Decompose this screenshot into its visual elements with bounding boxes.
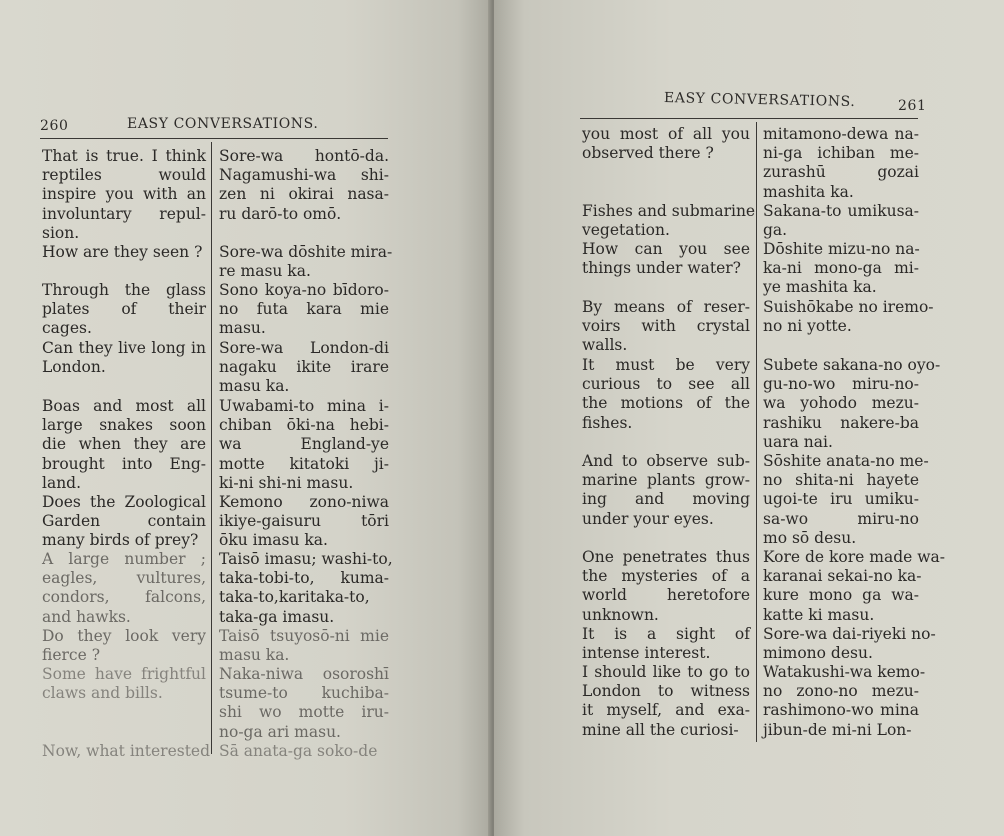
text-line: intense interest.: [582, 644, 711, 663]
text-line: rashiku nakere-ba: [763, 413, 919, 432]
text-line: die when they are: [42, 435, 206, 454]
text-line: vegetation.: [582, 221, 670, 240]
text-line: ka-ni mono-ga mi-: [763, 259, 919, 278]
text-entry: [582, 298, 750, 356]
text-line: condors, falcons,: [42, 588, 206, 607]
text-entry: [42, 281, 206, 339]
text-line: Kemono zono-niwa: [219, 493, 389, 511]
text-line: inspire you with an: [42, 185, 206, 204]
text-line: fierce ?: [42, 646, 101, 665]
text-line: Dōshite mizu-no na-: [763, 240, 920, 258]
text-entry: [763, 663, 926, 740]
text-entry: [763, 452, 929, 548]
text-line: London to witness: [582, 682, 750, 701]
text-line: mo sō desu.: [763, 528, 857, 547]
text-line: re masu ka.: [219, 262, 311, 281]
text-entry: [219, 147, 389, 224]
text-line: unknown.: [582, 605, 659, 624]
running-head-left: EASY CONVERSATIONS.: [127, 116, 319, 132]
text-entry: [42, 339, 206, 377]
text-entry: [219, 281, 389, 339]
text-line: many birds of prey?: [42, 531, 199, 550]
text-line: things under water?: [582, 259, 741, 278]
column-divider-right: [756, 122, 757, 742]
text-entry: [42, 627, 206, 665]
text-line: ru darō-to omō.: [219, 204, 342, 223]
text-entry: [582, 240, 750, 278]
text-entry: [219, 397, 389, 493]
text-line: Uwabami-to mina i-: [219, 397, 389, 415]
text-line: Sakana-to umikusa-: [763, 202, 919, 220]
text-line: under your eyes.: [582, 509, 714, 528]
text-entry: [42, 493, 206, 551]
text-line: mitamono-dewa na-: [763, 125, 919, 143]
text-line: Naka-niwa osoroshī: [219, 665, 389, 683]
text-entry: [763, 548, 945, 625]
text-entry: [582, 125, 750, 163]
text-entry: [763, 202, 919, 240]
text-line: no-ga ari masu.: [219, 722, 341, 741]
text-line: masu ka.: [219, 377, 290, 396]
text-line: no shita-ni hayete: [763, 471, 919, 490]
text-entry: [219, 627, 389, 665]
text-entry: [42, 147, 206, 243]
right-page: [494, 0, 1004, 836]
text-entry: [219, 742, 389, 761]
text-entry: [582, 452, 750, 529]
text-line: cages.: [42, 319, 92, 338]
text-entry: [219, 493, 389, 551]
text-line: And to observe sub-: [582, 452, 750, 470]
header-rule-left: [40, 138, 388, 139]
text-line: Sā anata-ga soko-de: [219, 742, 378, 760]
text-line: taka-to,karitaka-to,: [219, 588, 370, 607]
text-line: Sore-wa dōshite mira-: [219, 243, 393, 261]
text-entry: [582, 663, 750, 740]
text-line: ugoi-te iru umiku-: [763, 490, 919, 509]
text-line: involuntary repul-: [42, 204, 206, 223]
text-entry: [42, 397, 206, 493]
text-line: walls.: [582, 336, 628, 355]
text-line: eagles, vultures,: [42, 569, 206, 588]
text-line: By means of reser-: [582, 298, 750, 316]
text-line: claws and bills.: [42, 684, 163, 703]
text-line: Sōshite anata-no me-: [763, 452, 929, 470]
text-line: no futa kara mie: [219, 300, 389, 319]
text-line: taka-tobi-to, kuma-: [219, 569, 389, 588]
text-line: masu.: [219, 319, 266, 338]
text-line: taka-ga imasu.: [219, 607, 335, 626]
text-line: Sore-wa dai-riyeki no-: [763, 625, 936, 643]
text-line: ing and moving: [582, 490, 750, 509]
text-entry: [42, 550, 206, 627]
text-line: It is a sight of: [582, 625, 750, 643]
text-entry: [582, 356, 750, 433]
text-line: brought into Eng-: [42, 454, 206, 473]
text-line: Suishōkabe no iremo-: [763, 298, 934, 316]
text-line: rashimono-wo mina: [763, 701, 919, 720]
text-line: sa-wo miru-no: [763, 509, 919, 528]
text-line: masu ka.: [219, 646, 290, 665]
text-line: jibun-de mi-ni Lon-: [763, 720, 912, 739]
text-line: the mysteries of a: [582, 567, 750, 586]
text-line: marine plants grow-: [582, 471, 750, 490]
text-line: large snakes soon: [42, 416, 206, 435]
text-line: Boas and most all: [42, 397, 206, 415]
text-line: wa England-ye: [219, 435, 389, 454]
text-line: tsume-to kuchiba-: [219, 684, 389, 703]
text-line: motte kitatoki ji-: [219, 454, 389, 473]
text-line: It must be very: [582, 356, 750, 374]
text-line: reptiles would: [42, 166, 206, 185]
text-line: Through the glass: [42, 281, 206, 299]
text-line: chiban ōki-na hebi-: [219, 416, 389, 435]
text-line: Some have frightful: [42, 665, 206, 683]
text-line: One penetrates thus: [582, 548, 750, 566]
text-entry: [763, 125, 919, 202]
text-line: ye mashita ka.: [763, 278, 877, 297]
text-line: mine all the curiosi-: [582, 720, 739, 739]
text-entry: [582, 202, 756, 240]
text-line: I should like to go to: [582, 663, 750, 681]
text-line: Nagamushi-wa shi-: [219, 166, 389, 185]
text-line: Garden contain: [42, 512, 206, 531]
text-line: Does the Zoological: [42, 493, 206, 511]
text-line: Taisō tsuyosō-ni mie: [219, 627, 389, 645]
text-entry: [219, 550, 393, 627]
text-line: ki-ni shi-ni masu.: [219, 473, 354, 492]
text-line: observed there ?: [582, 144, 714, 163]
text-line: you most of all you: [582, 125, 750, 143]
text-line: Can they live long in: [42, 339, 206, 357]
text-line: mashita ka.: [763, 182, 854, 201]
text-line: Do they look very: [42, 627, 206, 645]
text-line: it myself, and exa-: [582, 701, 750, 720]
text-line: fishes.: [582, 413, 633, 432]
text-line: and hawks.: [42, 607, 131, 626]
text-line: plates of their: [42, 300, 206, 319]
left-page: [0, 0, 492, 836]
text-line: kure mono ga wa-: [763, 586, 919, 605]
text-line: Now, what interested: [42, 742, 211, 760]
text-entry: [763, 298, 934, 336]
page-number-right: 261: [898, 98, 927, 114]
text-line: karanai sekai-no ka-: [763, 567, 922, 586]
text-line: Kore de kore made wa-: [763, 548, 945, 566]
text-line: Sore-wa hontō-da.: [219, 147, 389, 165]
text-entry: [582, 548, 750, 625]
text-line: How can you see: [582, 240, 750, 258]
text-line: uara nai.: [763, 432, 833, 451]
text-line: Taisō imasu; washi-to,: [219, 550, 393, 568]
text-line: zurashū gozai: [763, 163, 919, 182]
text-line: ōku imasu ka.: [219, 531, 328, 550]
text-line: gu-no-wo miru-no-: [763, 375, 919, 394]
text-line: curious to see all: [582, 375, 750, 394]
text-entry: [763, 240, 919, 298]
text-entry: [763, 625, 936, 663]
text-line: That is true. I think: [42, 147, 206, 165]
text-line: mimono desu.: [763, 644, 873, 663]
text-entry: [42, 742, 211, 761]
text-line: ni-ga ichiban me-: [763, 144, 919, 163]
text-entry: [42, 243, 206, 262]
text-line: wa yohodo mezu-: [763, 394, 919, 413]
column-divider-left: [211, 142, 212, 754]
text-line: How are they seen ?: [42, 243, 203, 261]
text-line: Subete sakana-no oyo-: [763, 356, 941, 374]
text-line: no zono-no mezu-: [763, 682, 919, 701]
text-line: nagaku ikite irare: [219, 358, 389, 377]
text-line: ikiye-gaisuru tōri: [219, 512, 389, 531]
text-line: ga.: [763, 221, 788, 240]
text-line: the motions of the: [582, 394, 750, 413]
running-head-right: EASY CONVERSATIONS.: [663, 89, 856, 111]
page-number-left: 260: [40, 118, 69, 134]
text-entry: [582, 625, 750, 663]
text-line: Sore-wa London-di: [219, 339, 389, 357]
text-line: Fishes and submarine: [582, 202, 756, 220]
text-line: world heretofore: [582, 586, 750, 605]
text-line: land.: [42, 473, 82, 492]
text-line: London.: [42, 358, 106, 377]
text-line: voirs with crystal: [582, 317, 750, 336]
text-entry: [763, 356, 941, 452]
text-line: A large number ;: [42, 550, 206, 568]
text-line: sion.: [42, 223, 80, 242]
text-line: shi wo motte iru-: [219, 703, 389, 722]
text-line: Watakushi-wa kemo-: [763, 663, 926, 681]
text-line: zen ni okirai nasa-: [219, 185, 389, 204]
text-line: katte ki masu.: [763, 605, 875, 624]
text-entry: [219, 339, 389, 397]
text-entry: [219, 243, 393, 281]
text-line: no ni yotte.: [763, 317, 852, 336]
text-entry: [42, 665, 206, 703]
text-entry: [219, 665, 389, 742]
header-rule-right: [580, 118, 918, 119]
text-line: Sono koya-no bīdoro-: [219, 281, 389, 299]
